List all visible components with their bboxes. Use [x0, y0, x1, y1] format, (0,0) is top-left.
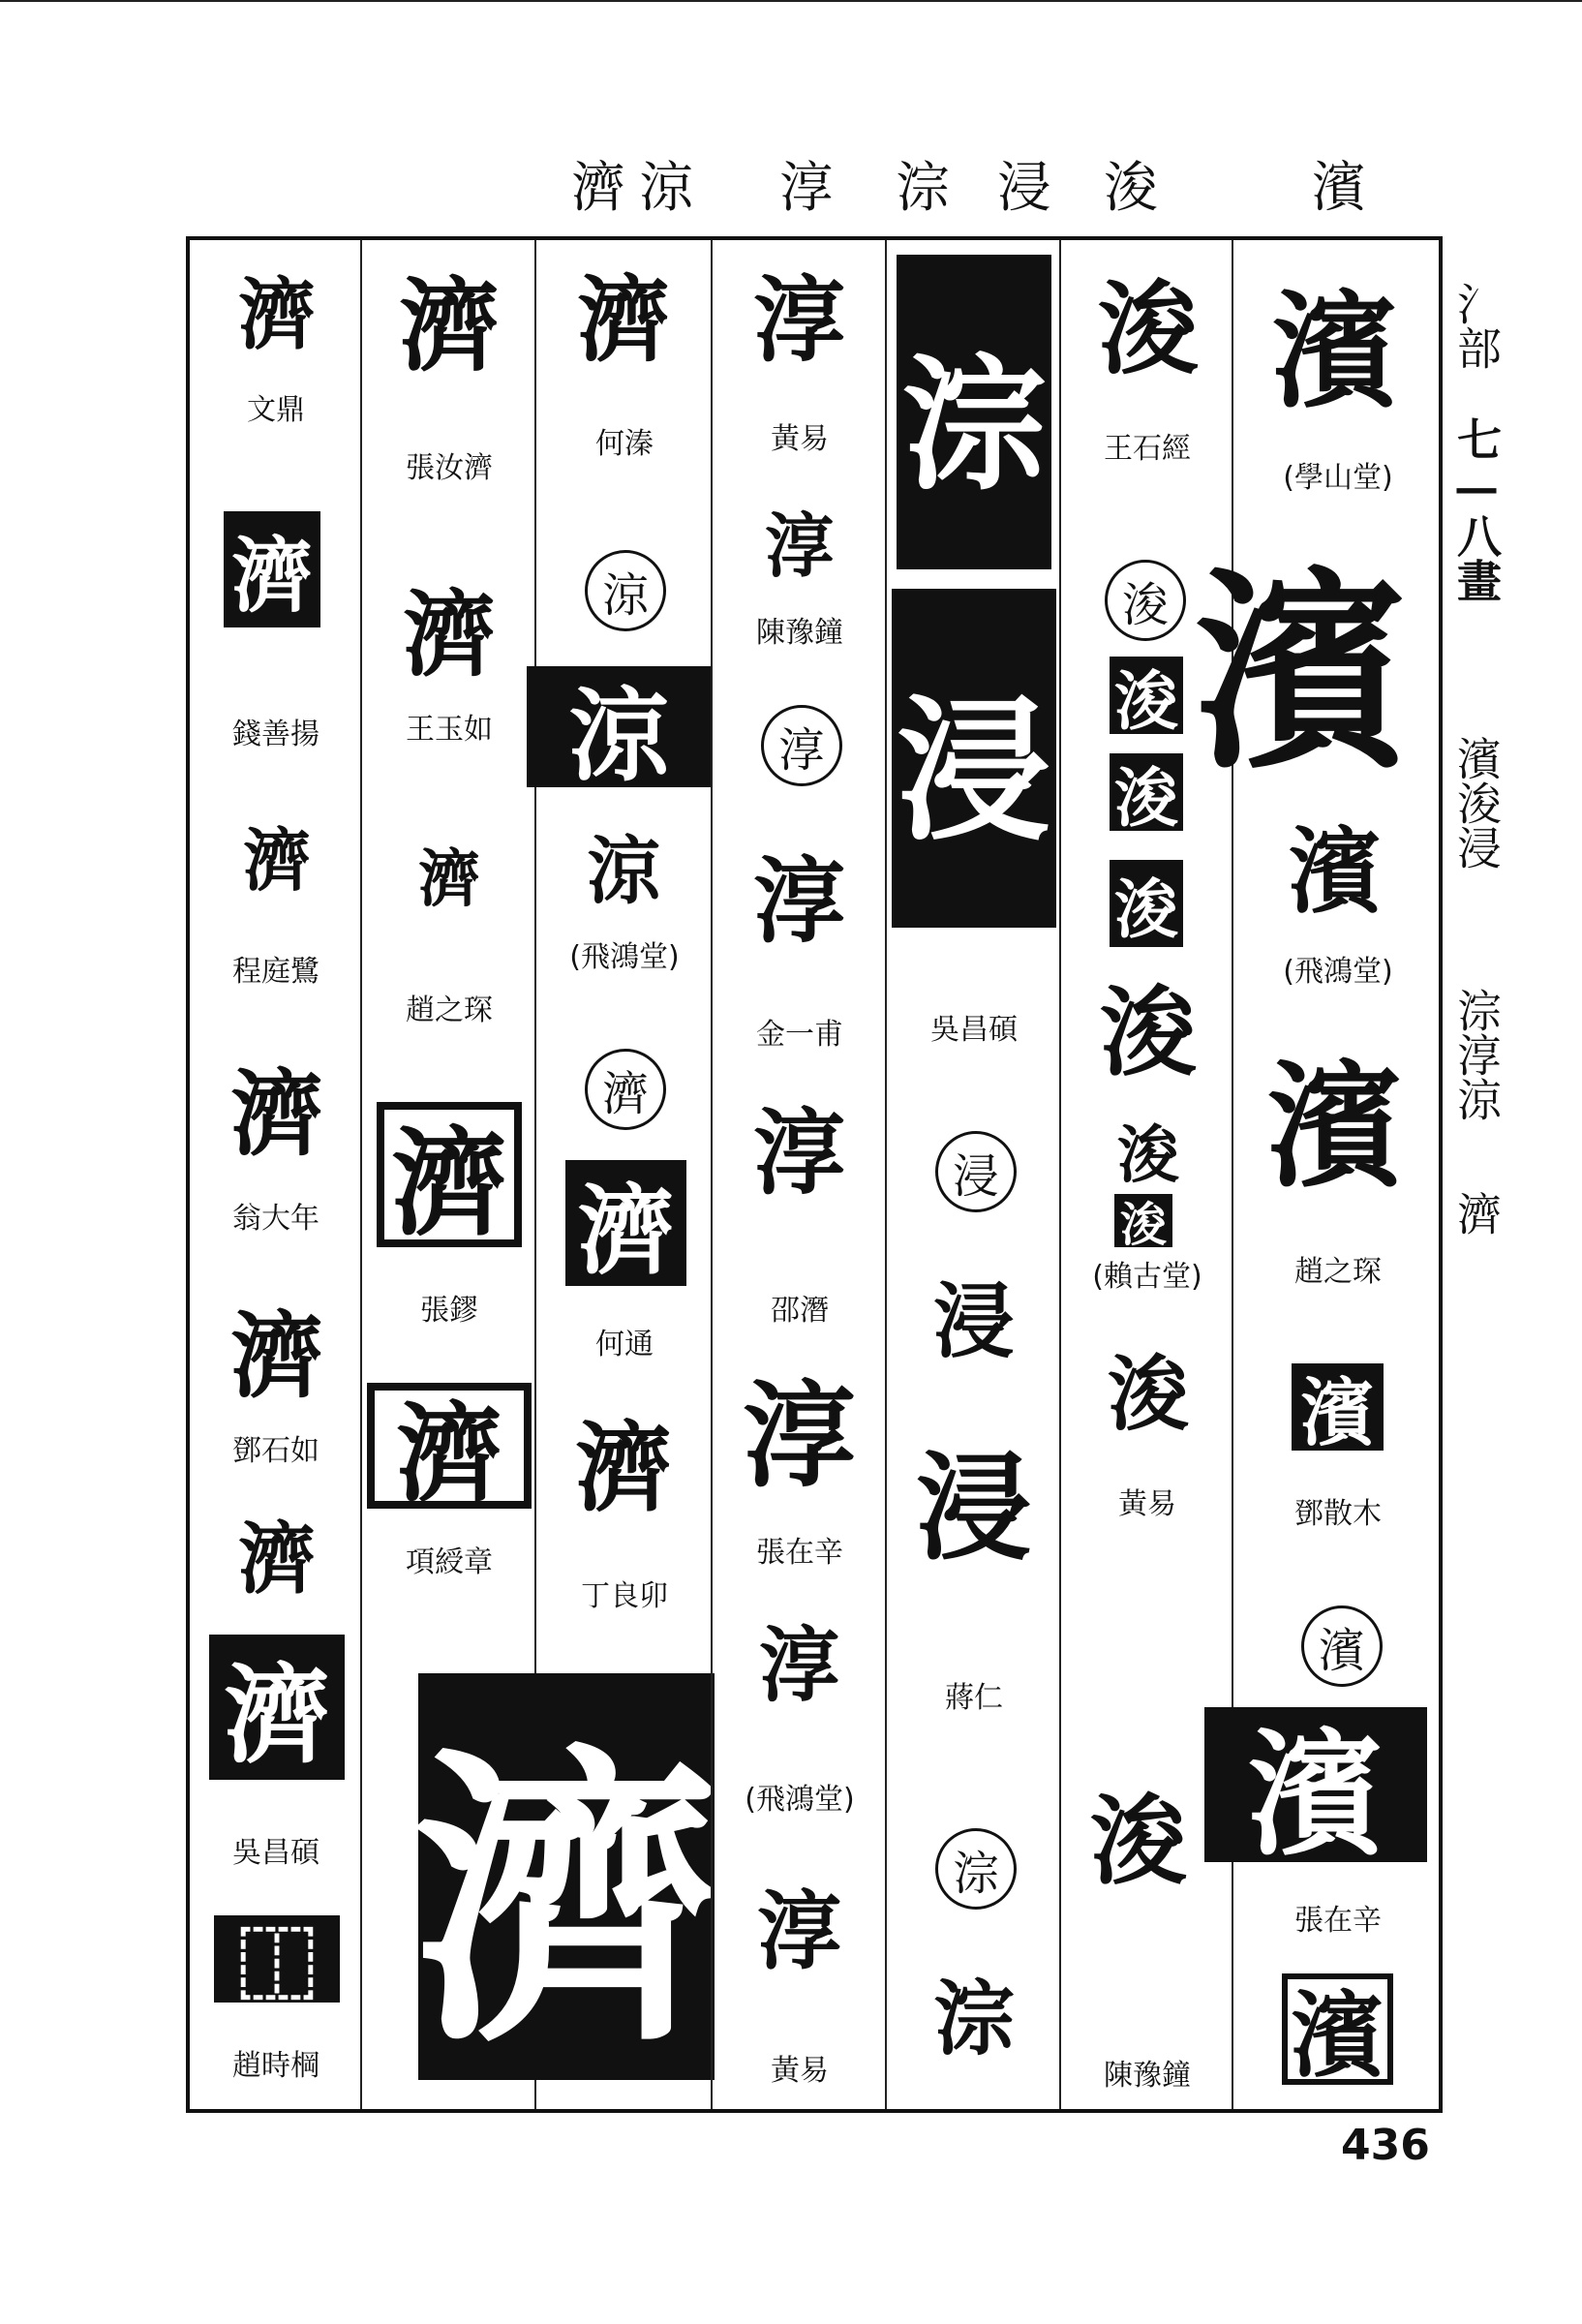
seal-image: 濟	[224, 511, 320, 627]
seal-caption: (飛鴻堂)	[1283, 955, 1393, 989]
seal-image: 浚	[1110, 860, 1183, 947]
page-number: 436	[1341, 2121, 1430, 2170]
column-4	[713, 240, 887, 2109]
seal-caption: 金一甫	[756, 1018, 843, 1052]
seal-caption: (賴古堂)	[1092, 1260, 1202, 1294]
seal-caption: 張在辛	[756, 1536, 843, 1570]
seal-glyph: 涼	[587, 827, 660, 914]
sidebar-chars: 濟	[1450, 1191, 1503, 1236]
sidebar-chars: 淙淳涼	[1450, 988, 1503, 1121]
seal-image: 濟	[209, 1635, 345, 1780]
seal-caption: 陳豫鐘	[1104, 2059, 1191, 2093]
column-5	[887, 240, 1061, 2109]
seal-caption: 趙之琛	[406, 994, 493, 1027]
seal-caption: 丁良卯	[581, 1579, 668, 1613]
seal-glyph: 濱	[1272, 277, 1399, 426]
seal-caption: 趙時棡	[232, 2049, 319, 2083]
seal-caption: 王玉如	[406, 713, 493, 747]
seal-glyph: 濟	[403, 579, 496, 689]
column-7	[1195, 240, 1443, 2109]
seal-caption: 鄧石如	[232, 1434, 319, 1468]
seal-caption: 趙之琛	[1294, 1255, 1382, 1289]
seal-caption: 張汝濟	[406, 451, 493, 485]
seal-caption: 邵潛	[771, 1294, 829, 1328]
seal-glyph: 浸	[916, 1440, 1032, 1576]
seal-caption: 張在辛	[1294, 1904, 1382, 1938]
character-circle: 淙	[935, 1828, 1017, 1910]
seal-glyph: 濟	[238, 1513, 316, 1605]
seal-image: 浚	[1080, 1765, 1197, 1901]
header-char: 淙	[896, 157, 950, 220]
seal-caption: 鄧散木	[1294, 1497, 1382, 1531]
seal-caption: 項綬章	[406, 1545, 493, 1579]
sidebar-stroke-count: 七—八畫	[1450, 416, 1503, 602]
seal-caption: 黃易	[771, 2054, 829, 2088]
seal-caption: 文鼎	[247, 393, 305, 427]
right-sidebar	[1423, 281, 1510, 1927]
seal-glyph: 濟	[577, 264, 670, 375]
seal-caption: 黃易	[1118, 1487, 1176, 1521]
seal-caption: 王石經	[1104, 432, 1191, 466]
seal-image: ⿰	[214, 1915, 340, 2003]
seal-caption: (學山堂)	[1283, 461, 1393, 495]
seal-glyph: 淳	[764, 505, 835, 587]
header-char: 浸	[997, 157, 1051, 220]
seal-glyph: 淳	[756, 1881, 842, 1981]
header-char: 濟	[571, 157, 625, 220]
seal-image: 涼	[527, 666, 711, 787]
seal-glyph: 濱	[1289, 816, 1382, 927]
seal-caption: 黃易	[771, 422, 829, 456]
seal-caption: 何溱	[595, 427, 654, 461]
seal-caption: 翁大年	[232, 1202, 319, 1236]
seal-glyph: 浚	[1107, 1345, 1189, 1442]
seal-image: 濟	[367, 1383, 532, 1509]
seal-glyph: 淙	[932, 1970, 1015, 2066]
header-char: 淳	[779, 157, 834, 220]
large-seal-image: 濟	[418, 1673, 715, 2080]
seal-glyph: 淳	[742, 1368, 857, 1503]
sidebar-chars: 濱浚浸	[1450, 736, 1503, 870]
seal-image: 濟	[565, 1160, 686, 1286]
seal-image: 濱	[1292, 1363, 1384, 1451]
seal-caption: (飛鴻堂)	[745, 1783, 855, 1817]
seal-glyph: 濟	[398, 266, 500, 385]
seal-glyph: 浚	[1117, 1119, 1179, 1192]
seal-caption: 何通	[595, 1328, 654, 1361]
seal-glyph: 濟	[230, 1300, 323, 1411]
column-1	[190, 240, 362, 2109]
seal-glyph: 浸	[932, 1272, 1015, 1369]
character-circle: 浸	[935, 1131, 1017, 1212]
header-char: 濱	[1312, 157, 1366, 220]
seal-caption: 吳昌碩	[232, 1836, 319, 1870]
seal-glyph: 濱	[1266, 1048, 1403, 1208]
seal-glyph: 淳	[753, 264, 846, 375]
seal-image: 浚	[1085, 260, 1211, 381]
header-characters	[542, 145, 1394, 232]
seal-image: 淙	[897, 255, 1051, 569]
seal-glyph: 淳	[753, 1097, 846, 1208]
seal-image: 浚	[1110, 753, 1183, 831]
seal-caption: 張鏐	[420, 1294, 478, 1328]
seal-glyph: 濱	[1195, 548, 1409, 799]
seal-glyph: 淳	[753, 845, 846, 956]
seal-glyph: 濟	[243, 819, 311, 901]
seal-glyph: 淳	[758, 1616, 840, 1713]
character-circle: 淳	[761, 705, 842, 786]
header-char: 浚	[1104, 157, 1158, 220]
header-char: 涼	[639, 157, 693, 220]
seal-glyph: 濟	[418, 843, 480, 916]
column-3	[536, 240, 713, 2109]
seal-caption: 吳昌碩	[930, 1013, 1018, 1047]
page-top-border	[0, 0, 1582, 2]
seal-table	[186, 236, 1443, 2113]
seal-image: 濟	[377, 1102, 522, 1247]
seal-caption: 程庭鷺	[232, 955, 319, 989]
seal-image: 濱	[1282, 1973, 1393, 2085]
seal-caption: 陳豫鐘	[756, 616, 843, 650]
character-circle: 浚	[1105, 560, 1186, 641]
seal-image: 浚	[1110, 657, 1183, 734]
seal-glyph: 濟	[230, 1058, 323, 1169]
seal-caption: 錢善揚	[232, 718, 319, 751]
seal-glyph: 浚	[1100, 975, 1197, 1089]
seal-caption: 蔣仁	[945, 1681, 1003, 1715]
seal-image: 浚	[1114, 1194, 1172, 1247]
seal-glyph: 濟	[238, 268, 316, 360]
seal-caption: (飛鴻堂)	[569, 940, 680, 974]
character-circle: 濟	[585, 1049, 666, 1130]
seal-image: 浸	[892, 589, 1056, 928]
seal-image: 濱	[1204, 1707, 1427, 1862]
character-circle: 濱	[1301, 1605, 1383, 1687]
seal-glyph: 濟	[575, 1411, 672, 1525]
sidebar-radical: 氵部	[1450, 281, 1503, 370]
character-circle: 涼	[585, 550, 666, 631]
